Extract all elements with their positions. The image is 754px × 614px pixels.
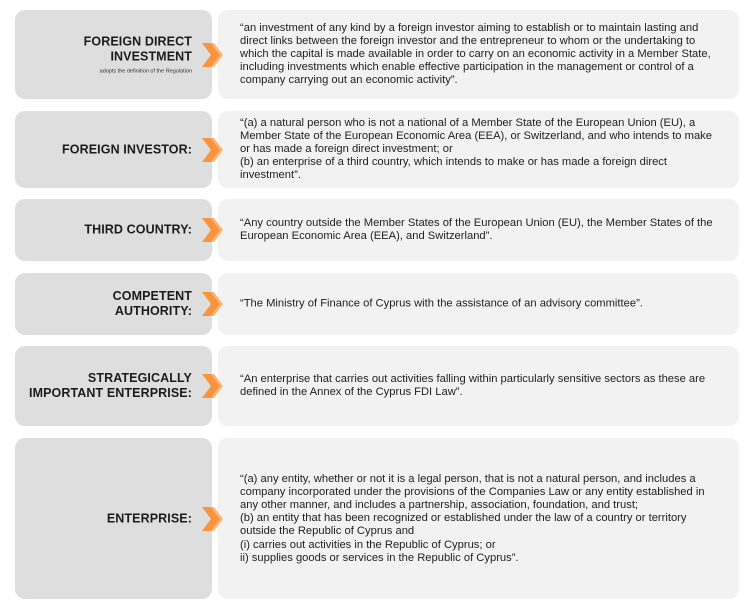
definition-row-foreign-direct-investment: [0, 10, 754, 99]
chevron-arrow-icon: [202, 138, 228, 162]
term-label: FOREIGN INVESTOR:: [62, 142, 192, 156]
term-label: ENTERPRISE:: [106, 511, 192, 525]
term-note: adopts the definition of the Regulation: [99, 68, 192, 74]
definition-text: “(a) a natural person who is not a national of a Member State of the European Union (EU), a Member State of the European Economic Area (EEA), or Switzerland, and who intends to make or has made a foreign direct investment; or (b) an enterprise of a third country, which intends to make or has made a foreign direct investment”.: [240, 116, 712, 182]
term-label: STRATEGICALLY IMPORTANT ENTERPRISE:: [29, 371, 192, 400]
term-box: [15, 10, 212, 99]
definition-box: [218, 346, 739, 426]
definition-row-competent-authority: [0, 273, 754, 335]
term-box: [15, 199, 212, 261]
definition-text: “an investment of any kind by a foreign investor aiming to establish or to maintain lasting and direct links between the foreign investor and the entrepreneur to whom or the undertaking to which the capital is made available in order to carry on an economic activity in a Member State, including investments which enable effective participation in the management or control of a company carrying out an economic activity”.: [240, 21, 711, 87]
definition-box: [218, 111, 739, 188]
term-box: [15, 346, 212, 426]
definition-box: [218, 438, 739, 599]
term-box: [15, 111, 212, 188]
definition-box: [218, 10, 739, 99]
chevron-arrow-icon: [202, 43, 228, 67]
term-label: THIRD COUNTRY:: [84, 222, 192, 237]
term-label: [84, 34, 192, 75]
definition-text: “An enterprise that carries out activities falling within particularly sensitive sectors as these are defined in the Annex of the Cyprus FDI Law”.: [240, 372, 706, 398]
definition-text: “(a) any entity, whether or not it is a legal person, that is not a natural person, and includes a company incorporated under the provisions of the Companies Law or any entity established in any other manner, and includes a partnership, association, foundation, and trust; (b) an entity that has been recognized or established under the law of a country or territory outside the Republic of Cyprus and (i) carries out activities in the Republic of Cyprus; or ii) supplies goods or services in the Republic of Cyprus”.: [240, 472, 705, 564]
term-box: [15, 438, 212, 599]
definition-row-enterprise: [0, 438, 754, 599]
definition-box: [218, 273, 739, 335]
definition-row-strategically-important-enterprise: [0, 346, 754, 426]
term-text: FOREIGN DIRECT INVESTMENT: [83, 34, 192, 63]
term-label: COMPETENT AUTHORITY:: [112, 289, 192, 318]
term-box: [15, 273, 212, 335]
chevron-arrow-icon: [202, 218, 228, 242]
chevron-arrow-icon: [202, 292, 228, 316]
definition-row-third-country: [0, 199, 754, 261]
chevron-arrow-icon: [202, 507, 228, 531]
definition-box: [218, 199, 739, 261]
chevron-arrow-icon: [202, 374, 228, 398]
definition-text: “The Ministry of Finance of Cyprus with the assistance of an advisory committee”.: [240, 297, 643, 310]
definition-text: “Any country outside the Member States of the European Union (EU), the Member States of the European Economic Area (EEA), and Switzerland”.: [240, 216, 713, 242]
definition-row-foreign-investor: [0, 111, 754, 188]
